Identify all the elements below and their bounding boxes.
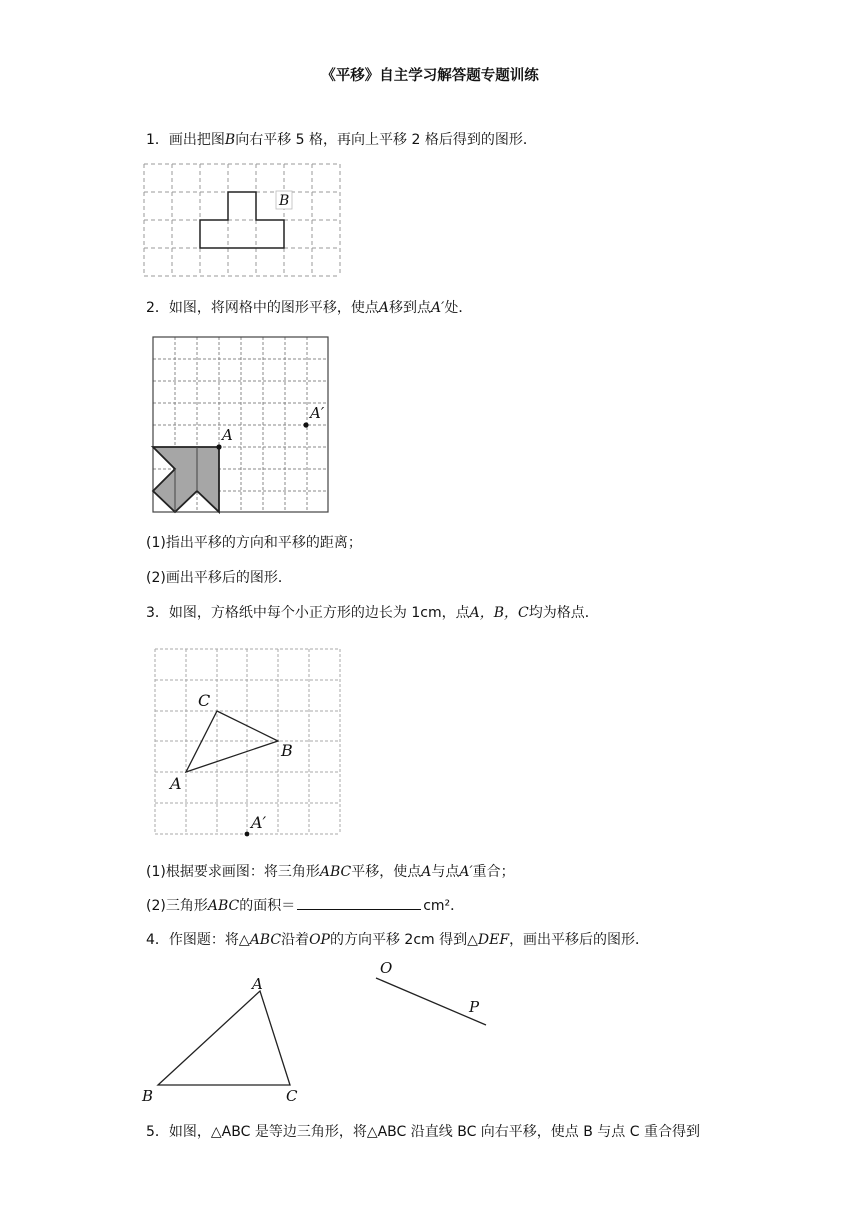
q4-label-b: B [142, 1087, 154, 1105]
q2-label-a-prime: A′ [310, 404, 325, 422]
question-1-text [146, 130, 537, 150]
q3-sub2-b: 的面积＝ [239, 898, 296, 914]
q2-text: 2．如图，将网格中的图形平移，使点 [146, 300, 379, 316]
q2-mid: 移到点 [389, 300, 432, 316]
question-2-text [146, 298, 472, 318]
q2-sub2: (2)画出平移后的图形． [146, 570, 292, 586]
q4-label-a: A [252, 975, 263, 993]
q2-var-a: A [378, 300, 390, 316]
q3-label-c: C [198, 691, 211, 710]
q1-grid-figure [140, 160, 344, 280]
q4-label-p: P [469, 998, 480, 1016]
q3-grid-figure [150, 644, 344, 838]
q4-label-o: O [380, 959, 393, 977]
q3-label-a-prime: A′ [251, 813, 267, 832]
q3-sub1-abc: ABC [319, 864, 352, 880]
q1-prefix: 1．画出把图 [146, 132, 225, 148]
question-5-text: 5．如图，△ABC 是等边三角形，将△ABC 沿直线 BC 向右平移，使点 B 与点 C 重合得到 [146, 1124, 700, 1140]
q2-point-a [216, 444, 221, 449]
q1-rest: 向右平移 5 格，再向上平移 2 格后得到的图形． [235, 132, 537, 148]
q4-def: DEF [477, 932, 510, 948]
q3-sub2-unit: cm²． [423, 898, 465, 914]
q2-end: 处． [444, 300, 473, 316]
q3-answer-blank[interactable] [297, 896, 421, 910]
q2-sub1: (1)指出平移的方向和平移的距离； [146, 535, 362, 551]
q1-grid [144, 164, 340, 276]
q1-var-b: B [224, 132, 236, 148]
q4-op: OP [309, 932, 330, 948]
q2-point-a-prime [303, 422, 308, 427]
q3-sub1-var-a: A [421, 864, 432, 880]
q3-label-b: B [281, 741, 293, 760]
q4-label-c: C [286, 1087, 298, 1105]
q4-figure [136, 955, 506, 1110]
q3-grid [155, 649, 340, 834]
q3-label-a: A [170, 774, 182, 793]
q3-sub2-abc: ABC [207, 898, 240, 914]
q3-sub1-b: 平移，使点 [351, 864, 422, 880]
q2-var-a-prime: A′ [431, 300, 445, 316]
q2-label-a: A [222, 426, 233, 444]
q3-sub1-d: 重合； [472, 864, 515, 880]
question-3-text [146, 603, 599, 623]
q4-text-c: 的方向平移 2cm 得到△ [329, 932, 478, 948]
q4-triangle-abc [158, 991, 290, 1085]
q3-end: 均为格点． [528, 605, 599, 621]
q3-text: 3．如图，方格纸中每个小正方形的边长为 1cm，点 [146, 605, 470, 621]
question-4-text [146, 930, 649, 950]
q3-sub1-c: 与点 [431, 864, 460, 880]
q3-sub2-a: (2)三角形 [146, 898, 208, 914]
q1-label-b: B [279, 193, 290, 209]
q3-points: A，B，C [469, 605, 529, 621]
q4-text-d: ，画出平移后的图形． [509, 932, 650, 948]
q3-sub1-var-ap: A′ [459, 864, 473, 880]
q2-shaded-shape [153, 447, 219, 512]
q3-sub2 [146, 896, 464, 916]
q3-point-a-prime [245, 832, 250, 837]
q4-text-a: 4．作图题：将△ [146, 932, 250, 948]
page-title: 《平移》自主学习解答题专题训练 [321, 68, 539, 84]
q2-grid-figure [148, 332, 334, 518]
q3-sub1-a: (1)根据要求画图：将三角形 [146, 864, 320, 880]
q4-abc: ABC [249, 932, 282, 948]
q3-sub1 [146, 862, 515, 882]
q4-text-b: 沿着 [281, 932, 310, 948]
